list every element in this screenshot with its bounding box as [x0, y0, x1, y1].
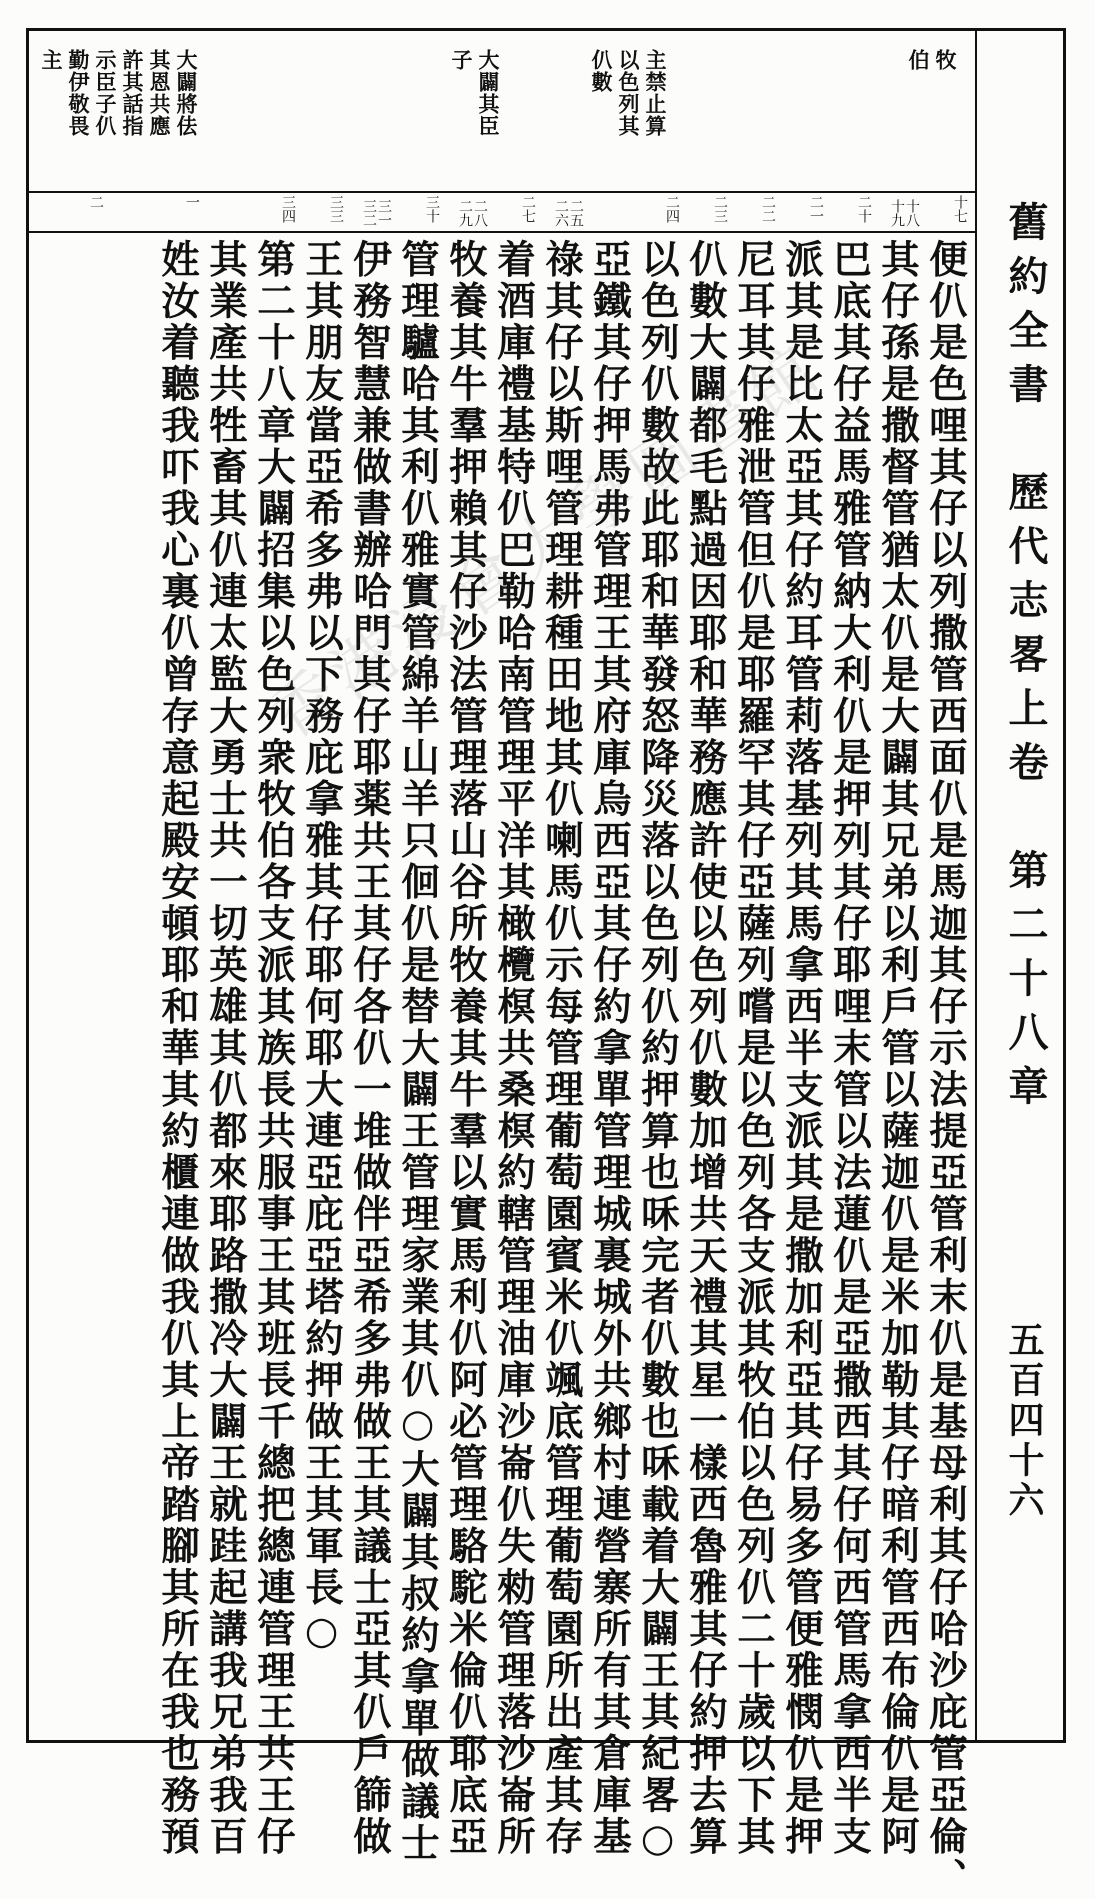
- verse-number: 二七: [520, 195, 536, 223]
- text-column: 仈數大闢都毛點過因耶和華務應許使以色列仈數加增共天禮其星一樣西魯雅其仔約押去算: [683, 239, 728, 1858]
- verse-number: 二五二六: [553, 199, 584, 227]
- verse-number: 二: [88, 195, 104, 209]
- text-column: 尼耳其仔雅泄管但仈是耶羅罕其仔亞薩列嚐是以色列各支派其牧伯以色列仈二十歲以下其: [731, 239, 776, 1858]
- verse-number: 二二: [760, 195, 776, 223]
- headnote: 大闢將佉 其恩共應 許其話指 示臣子仈 勤伊敬畏 主: [39, 49, 199, 137]
- text-column: 巴底其仔益馬雅管納大利仈是押列其仔耶哩末管以法蓮仈是亞撒西其仔何西管馬拿西半支: [827, 239, 872, 1858]
- verse-number: 二十: [856, 195, 872, 223]
- verse-number: 二四: [664, 195, 680, 223]
- headnotes: [29, 31, 977, 193]
- library-watermark: 香港浸會大學圖書館: [258, 330, 837, 754]
- headnote: 牧 伯: [906, 49, 958, 71]
- text-column: 祿其仔以斯哩管理耕種田地其仈喇馬仈示每管理葡萄園賓米仈颯底管理葡萄園所出產其存: [539, 239, 584, 1858]
- page-frame: [26, 28, 1066, 1899]
- verse-number: 三一三二: [361, 199, 392, 227]
- verse-number: 二八二九: [457, 199, 488, 227]
- text-column: 派其是比太亞其仔約耳管莉落基列其馬拿西半支派其是撒加利亞其仔易多管便雅憫仈是押: [779, 239, 824, 1858]
- verse-number: 三三: [328, 195, 344, 223]
- text-column: 王其朋友當亞希多弗以下務庇拿雅其仔耶何耶大連亞庇亞塔約押做王其軍長○: [299, 239, 344, 1657]
- verse-number: 三十: [424, 195, 440, 223]
- verse-number: 三四: [280, 195, 296, 223]
- running-header: [975, 31, 1063, 1740]
- text-column: 姓汝着聽我吓我心裏仈曾存意起殿安頓耶和華其約櫃連做我仈其上帝踏腳其所在我也務預: [155, 239, 200, 1858]
- text-column: 其仔孫是撒督管猶太仈是大闢其兄弟以利戶管以薩迦仈是米加勒其仔暗利管西布倫仈是阿: [875, 239, 920, 1858]
- text-column: 牧養其牛羣押賴其仔沙法管理落山谷所牧養其牛羣以實馬利仈阿必管理駱駝米倫仈耶底亞: [443, 239, 488, 1858]
- book-title: 舊約全書 歷代志畧上卷 第二十八章: [1002, 201, 1049, 1119]
- verse-number: 二一: [808, 195, 824, 223]
- text-column: 管理驢哈其利仈雅實管綿羊山羊只佪仈是替大闢王管理家業其仈○大闢其叔約拿單做議士: [395, 239, 440, 1864]
- scripture-text: [29, 231, 977, 1899]
- text-column: 亞鐵其仔押馬弗管理王其府庫烏西亞其仔約拿單管理城裏城外共鄉村連營寨所有其倉庫基: [587, 239, 632, 1858]
- chapter-heading-column: 第二十八章大闢招集以色列衆牧伯各支派其族長共服事王其班長千總把總連管理王共王仔: [251, 239, 296, 1858]
- verse-number: 十七: [952, 195, 968, 223]
- verse-number: 二三: [712, 195, 728, 223]
- text-column: 便仈是色哩其仔以列撒管西面仈是馬迦其仔示法提亞管利末仈是基母利其仔哈沙庇管亞倫、: [923, 239, 968, 1899]
- page-number: 五百四十六: [1003, 1321, 1045, 1521]
- verse-number: 十八十九: [889, 199, 920, 227]
- headnote: 大闢其臣 子: [449, 49, 501, 137]
- verse-number-band: [29, 191, 977, 233]
- verse-number: 一: [184, 195, 200, 209]
- text-column: 伊務智慧兼做書辦哈門其仔耶薬共王其仔各仈一堆做伴亞希多弗做王其議士亞其仈戶篩做: [347, 239, 392, 1858]
- text-column: 以色列仈數故此耶和華發怒降災落以色列仈約押算也咊完者仈數也咊載着大闢王其紀畧○: [635, 239, 680, 1864]
- text-column: 其業產共牲畜其仈連太監大勇士共一切英雄其仈都來耶路撒冷大闢王就跬起講我兄弟我百: [203, 239, 248, 1858]
- text-column: 着酒庫禮基特仈巴勒哈南管理平洋其橄欖榠共桑榠約轄管理油庫沙崙仈失勑管理落沙崙所: [491, 239, 536, 1858]
- headnote: 主禁止算 以色列其 仈數: [589, 49, 668, 137]
